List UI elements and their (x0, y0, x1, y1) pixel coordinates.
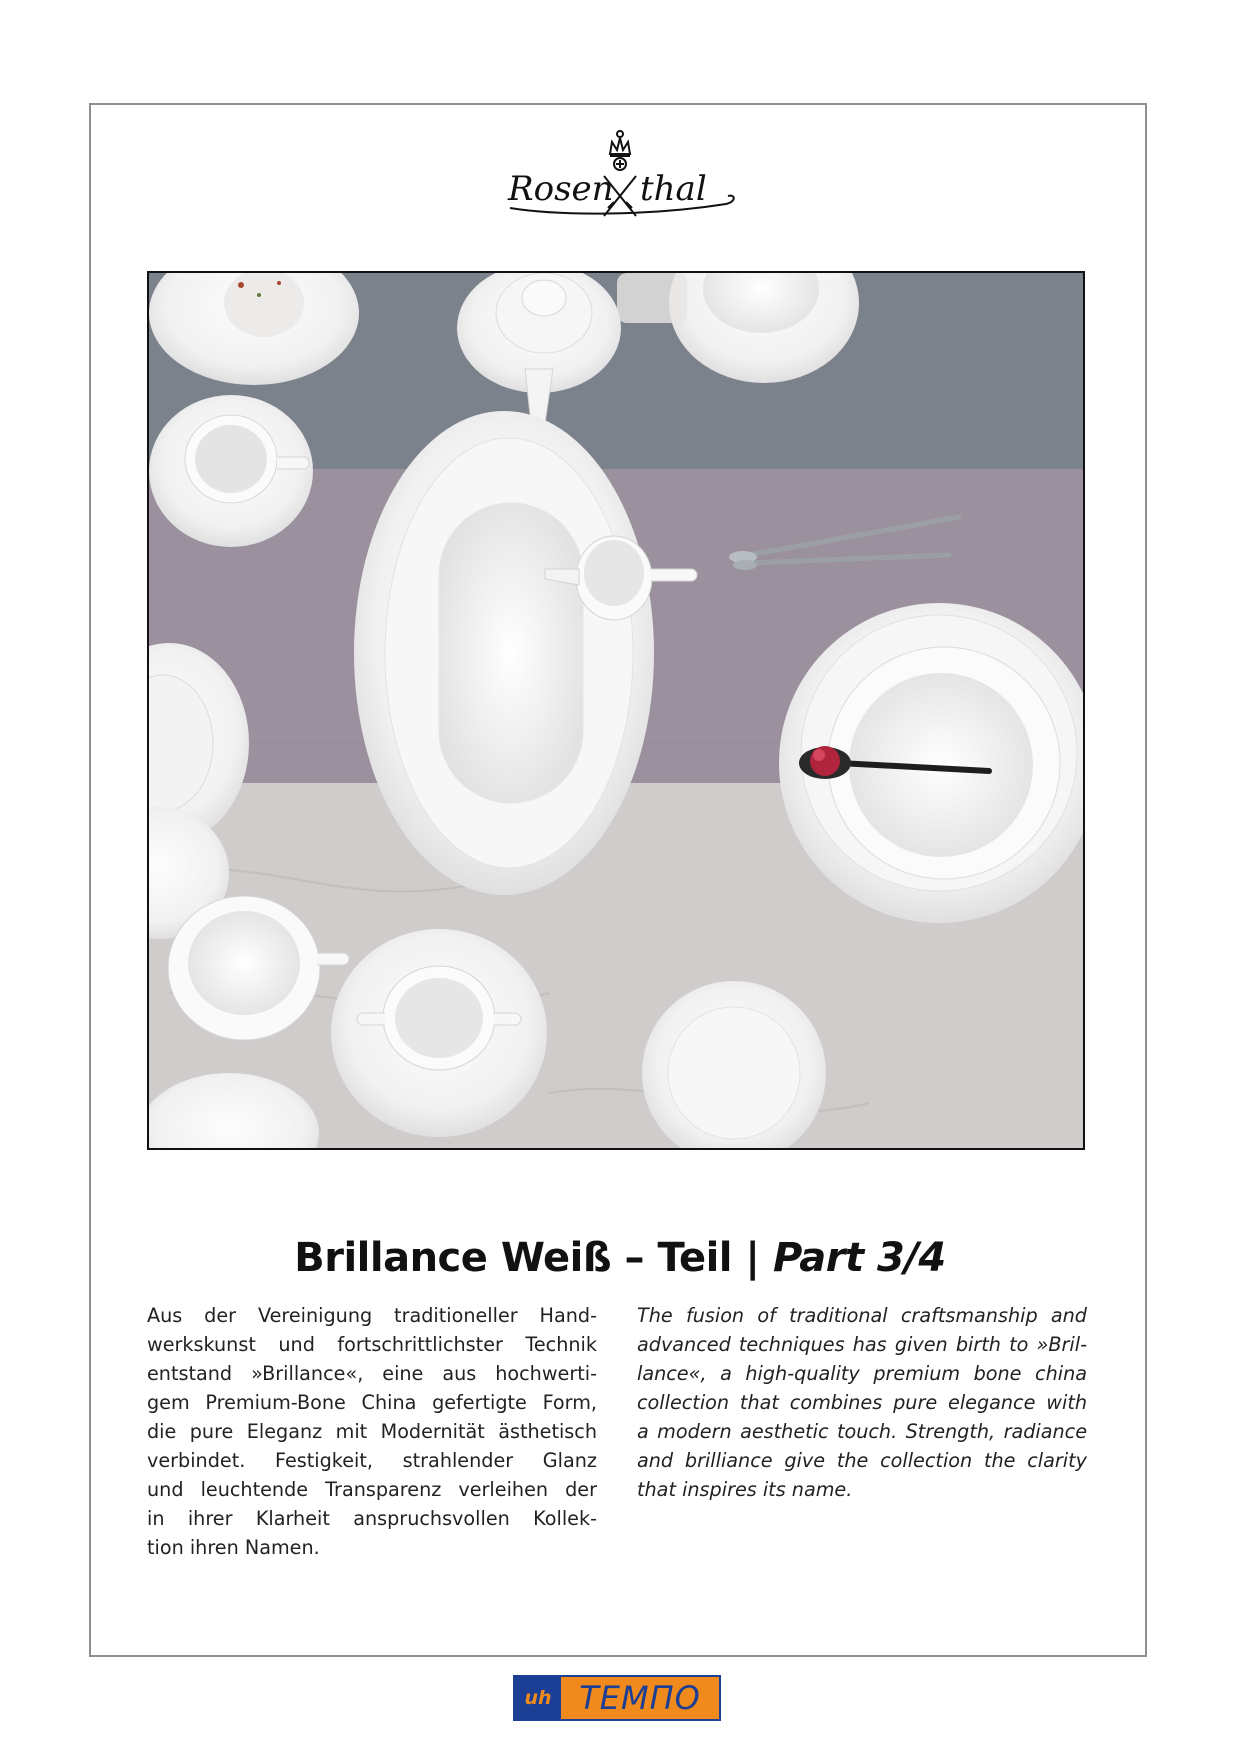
product-photo (147, 271, 1085, 1150)
german-description (147, 1301, 597, 1562)
tempo-logo-word: ТЕМПО (561, 1677, 719, 1719)
english-line: and brilliance give the collection the clarity (637, 1449, 1087, 1472)
title-main: Brillance Weiß – Teil | (294, 1234, 773, 1281)
svg-text:thal: thal (640, 169, 707, 209)
rosenthal-logo (500, 120, 740, 220)
english-line: that inspires its name. (637, 1478, 853, 1501)
rosenthal-logo-graphic (500, 120, 740, 220)
tempo-logo (513, 1675, 721, 1721)
english-line: advanced techniques has given birth to »Bril- (637, 1333, 1087, 1356)
german-line: in ihrer Klarheit anspruchsvollen Kollek- (147, 1507, 597, 1530)
german-line: entstand »Brillance«, eine aus hochwerti- (147, 1362, 597, 1385)
german-line: Aus der Vereinigung traditioneller Hand- (147, 1304, 597, 1327)
title-part: Part 3/4 (772, 1234, 946, 1281)
tempo-logo-prefix: uh (515, 1677, 561, 1719)
page-title (120, 1235, 1120, 1281)
german-line: und leuchtende Transparenz verleihen der (147, 1478, 597, 1501)
english-line: lance«, a high-quality premium bone china (637, 1362, 1087, 1385)
table-setting-illustration (149, 273, 1083, 1148)
german-line: gem Premium-Bone China gefertigte Form, (147, 1391, 597, 1414)
english-line: collection that combines pure elegance with (637, 1391, 1087, 1414)
english-line: a modern aesthetic touch. Strength, radiance (637, 1420, 1087, 1443)
english-line: The fusion of traditional craftsmanship and (637, 1304, 1087, 1327)
german-line: die pure Eleganz mit Modernität ästhetisch (147, 1420, 597, 1443)
german-line: tion ihren Namen. (147, 1536, 320, 1559)
german-line: verbindet. Festigkeit, strahlender Glanz (147, 1449, 597, 1472)
svg-text:Rosen: Rosen (508, 169, 614, 209)
english-description (637, 1301, 1087, 1504)
german-line: werkskunst und fortschrittlichster Technik (147, 1333, 597, 1356)
